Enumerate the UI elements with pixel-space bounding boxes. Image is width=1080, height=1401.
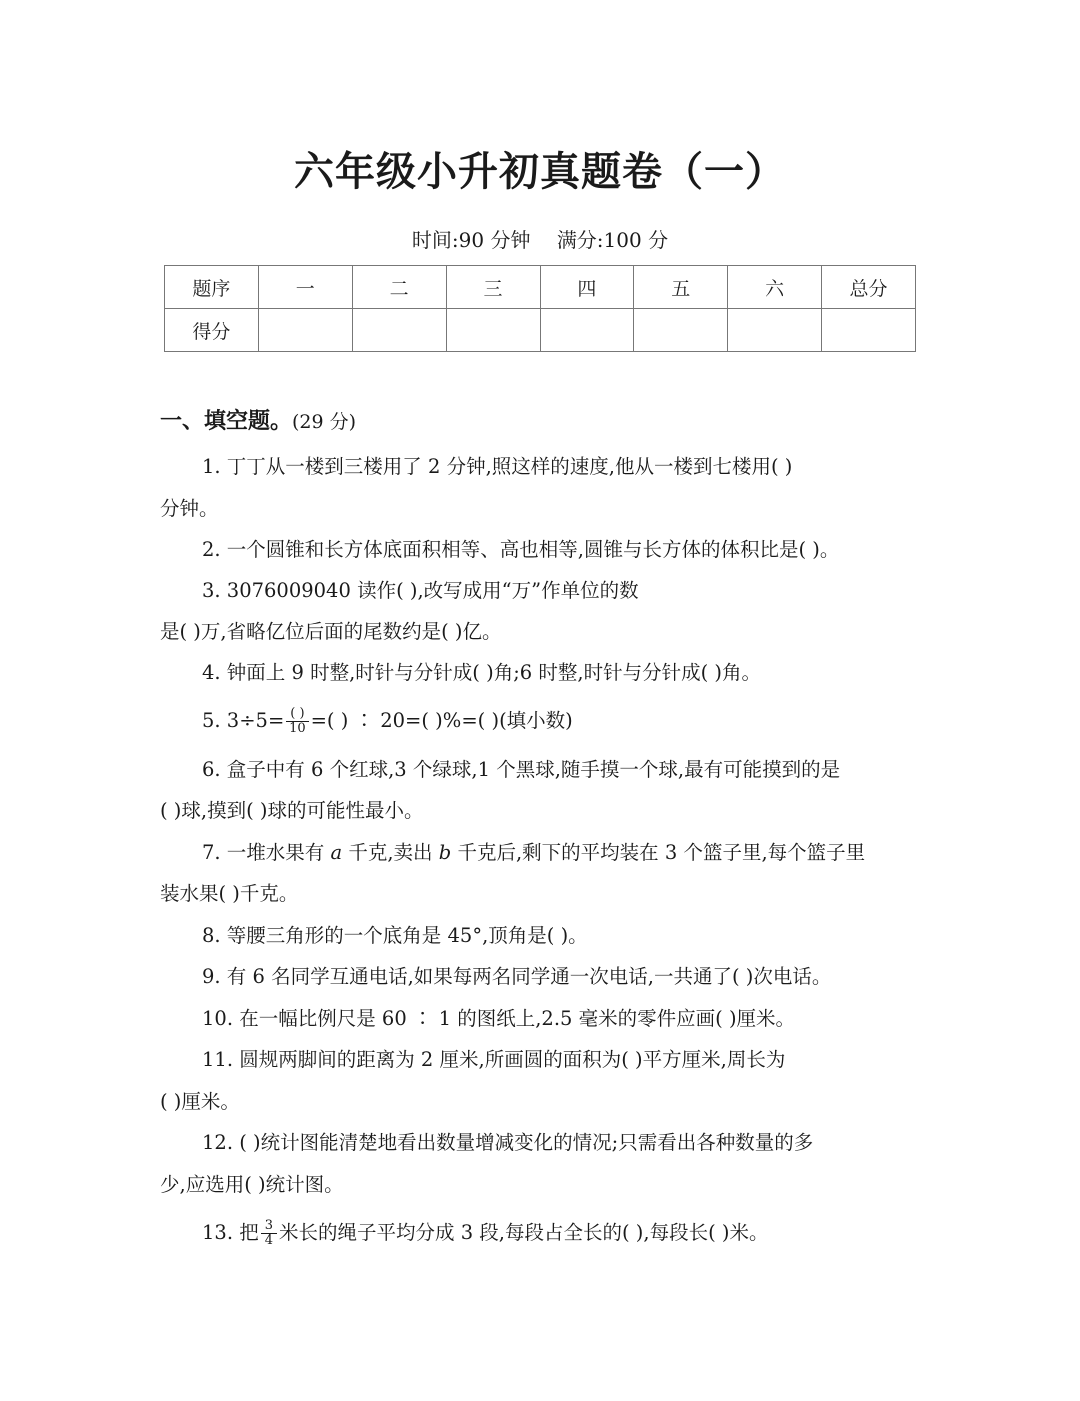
score-cell[interactable] [634, 309, 728, 352]
section-points: (29 分) [292, 411, 357, 433]
header-cell: 二 [352, 266, 446, 309]
q13-suffix: 米长的绳子平均分成 3 段,每段占全长的( ),每段长( )米。 [279, 1221, 769, 1244]
q13-prefix: 13. 把 [202, 1221, 259, 1244]
q5-prefix: 5. 3÷5= [202, 709, 285, 732]
exam-meta [0, 224, 1080, 253]
score-cell[interactable] [728, 309, 822, 352]
page-title: 六年级小升初真题卷（一） [294, 149, 786, 195]
header-cell: 四 [540, 266, 634, 309]
header-cell: 总分 [822, 266, 916, 309]
score-table-score-row [165, 309, 916, 352]
variable-b: b [438, 841, 452, 864]
question-12: 12. ( )统计图能清楚地看出数量增减变化的情况;只需看出各种数量的多 [202, 1131, 814, 1154]
question-12-cont: 少,应选用( )统计图。 [160, 1173, 344, 1196]
question-3-cont: 是( )万,省略亿位后面的尾数约是( )亿。 [160, 620, 502, 643]
variable-a: a [330, 841, 343, 864]
fraction [261, 1219, 277, 1248]
fraction-numerator: ( ) [286, 707, 308, 722]
q7-suffix: 千克后,剩下的平均装在 3 个篮子里,每个篮子里 [451, 841, 866, 864]
score-cell[interactable] [446, 309, 540, 352]
fraction-denominator: 10 [289, 721, 306, 736]
question-11: 11. 圆规两脚间的距离为 2 厘米,所画圆的面积为( )平方厘米,周长为 [202, 1048, 786, 1071]
question-11-cont: ( )厘米。 [160, 1090, 240, 1113]
question-8: 8. 等腰三角形的一个底角是 45°,顶角是( )。 [202, 924, 588, 947]
question-7 [160, 832, 962, 873]
question-5 [160, 700, 962, 741]
question-10: 10. 在一幅比例尺是 60 ∶ 1 的图纸上,2.5 毫米的零件应画( )厘米。 [202, 1007, 796, 1030]
fraction [286, 707, 308, 736]
score-table-header-row [165, 266, 916, 309]
question-2: 2. 一个圆锥和长方体底面积相等、高也相等,圆锥与长方体的体积比是( )。 [202, 538, 840, 561]
score-cell[interactable] [352, 309, 446, 352]
fraction-denominator: 4 [264, 1233, 273, 1248]
question-1-cont: 分钟。 [160, 497, 219, 520]
full-score: 满分:100 分 [556, 228, 669, 252]
q5-suffix: =( ) ∶ 20=( )%=( )(填小数) [310, 709, 573, 732]
header-cell: 题序 [165, 266, 259, 309]
row-label: 得分 [165, 309, 259, 352]
time-limit: 时间:90 分钟 [411, 228, 531, 252]
header-cell: 三 [446, 266, 540, 309]
q7-prefix: 7. 一堆水果有 [202, 841, 331, 864]
fraction-numerator: 3 [261, 1219, 277, 1234]
header-cell: 六 [728, 266, 822, 309]
question-6-cont: ( )球,摸到( )球的可能性最小。 [160, 799, 424, 822]
question-9: 9. 有 6 名同学互通电话,如果每两名同学通一次电话,一共通了( )次电话。 [202, 965, 832, 988]
score-table [164, 265, 916, 352]
question-3: 3. 3076009040 读作( ),改写成用“万”作单位的数 [202, 579, 639, 602]
header-cell: 一 [258, 266, 352, 309]
question-7-cont: 装水果( )千克。 [160, 882, 299, 905]
section-heading [160, 404, 356, 435]
q7-middle: 千克,卖出 [342, 841, 439, 864]
section-title: 一、填空题。 [160, 409, 293, 434]
header-cell: 五 [634, 266, 728, 309]
score-cell[interactable] [822, 309, 916, 352]
question-4: 4. 钟面上 9 时整,时针与分针成( )角;6 时整,时针与分针成( )角。 [202, 661, 762, 684]
question-13 [160, 1212, 962, 1253]
question-6: 6. 盒子中有 6 个红球,3 个绿球,1 个黑球,随手摸一个球,最有可能摸到的是 [202, 758, 841, 781]
score-cell[interactable] [258, 309, 352, 352]
score-cell[interactable] [540, 309, 634, 352]
question-1: 1. 丁丁从一楼到三楼用了 2 分钟,照这样的速度,他从一楼到七楼用( ) [202, 455, 793, 478]
